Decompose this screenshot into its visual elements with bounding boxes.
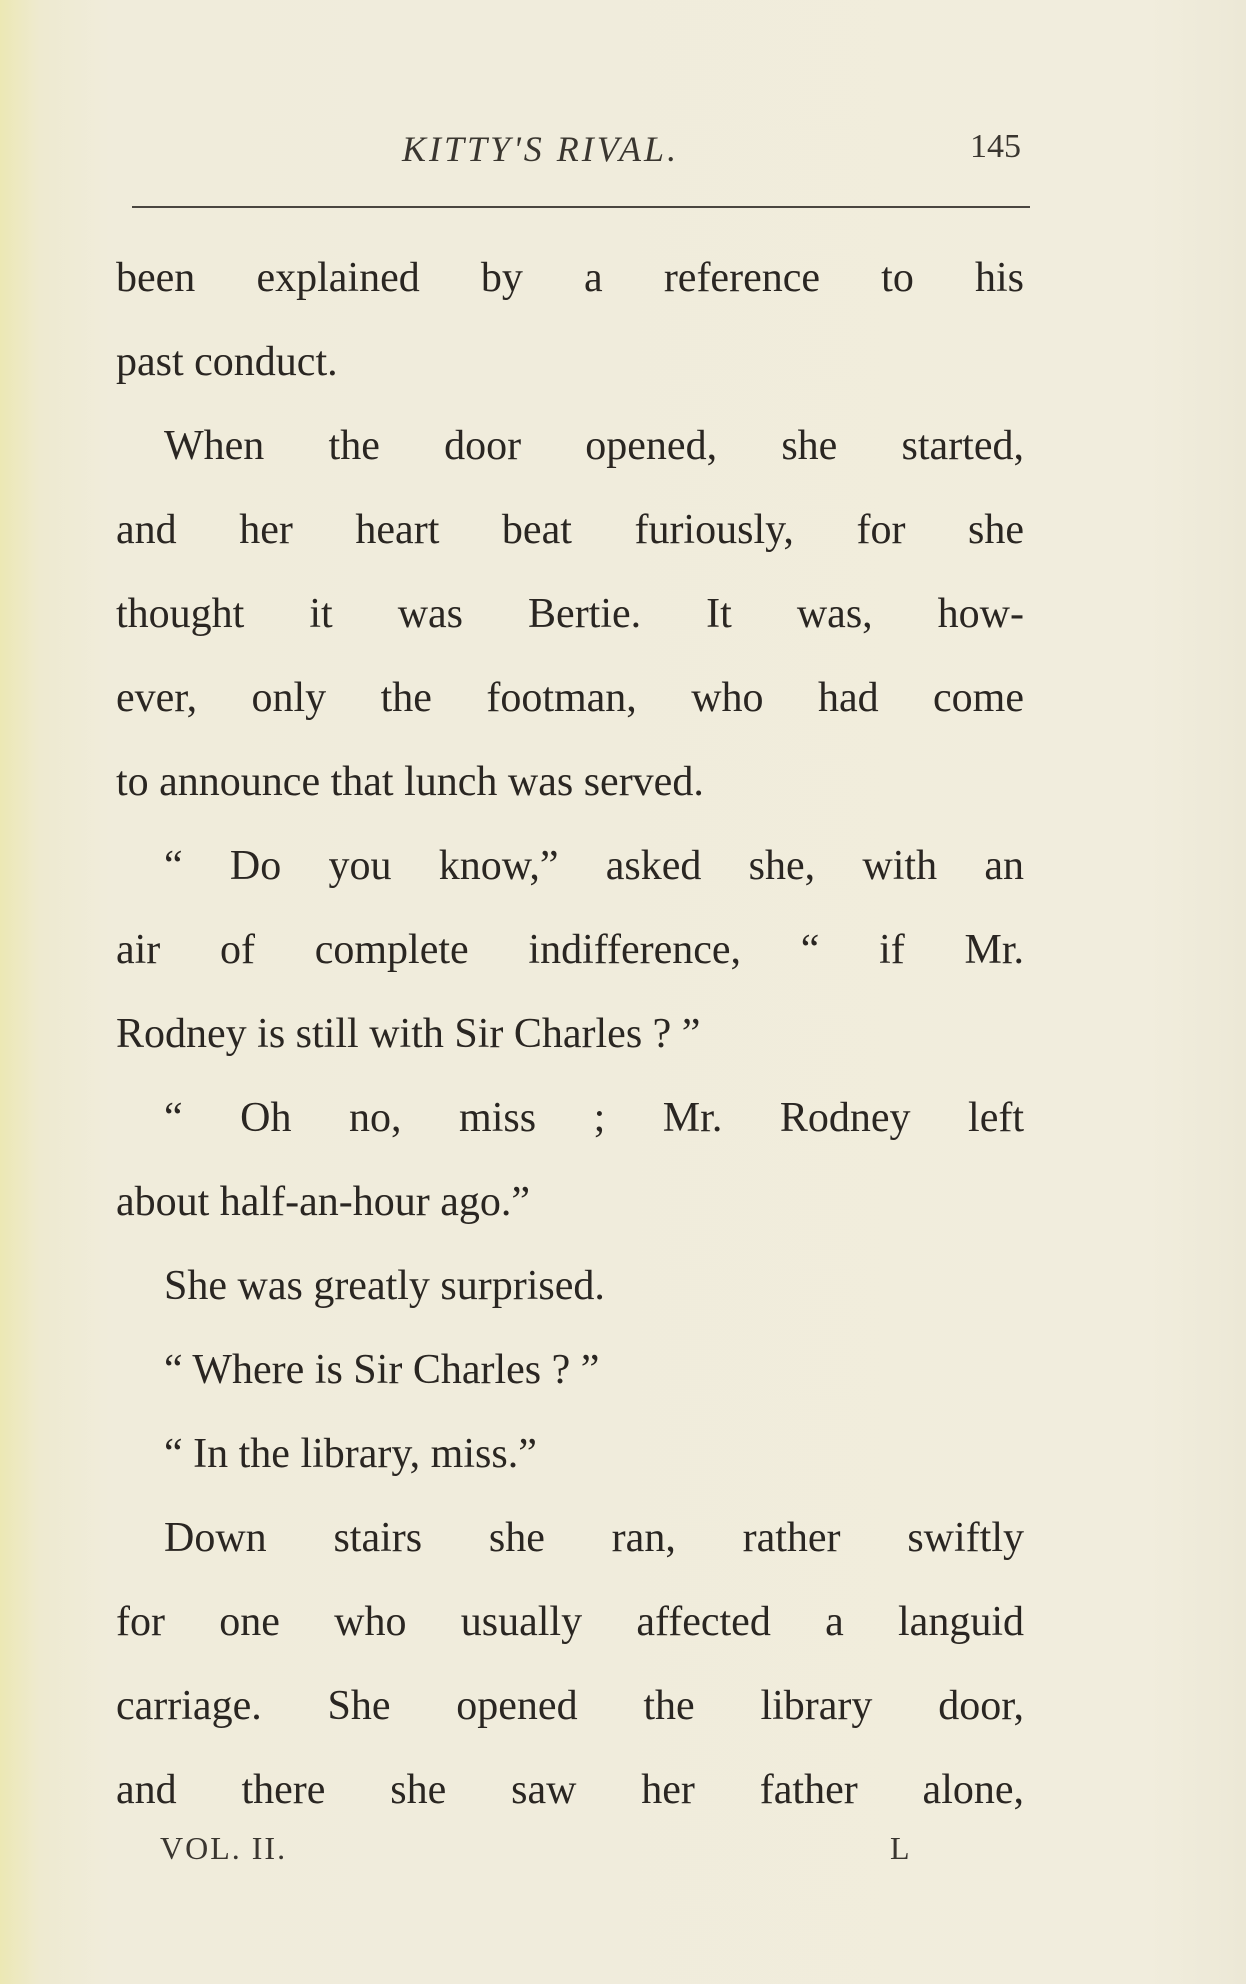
text-line: air of complete indifference, “ if Mr. bbox=[116, 927, 1024, 973]
text-line: “ Oh no, miss ; Mr. Rodney left bbox=[164, 1095, 1024, 1141]
body-text bbox=[116, 236, 1024, 1832]
text-line: carriage. She opened the library door, bbox=[116, 1683, 1024, 1729]
text-line: thought it was Bertie. It was, how- bbox=[116, 591, 1024, 637]
text-line: past conduct. bbox=[116, 339, 338, 385]
header-rule bbox=[132, 206, 1030, 208]
text-line: Rodney is still with Sir Charles ? ” bbox=[116, 1011, 701, 1057]
text-line: When the door opened, she started, bbox=[164, 423, 1024, 469]
page-number: 145 bbox=[970, 128, 1021, 165]
text-line: “ In the library, miss.” bbox=[164, 1431, 537, 1477]
text-line: She was greatly surprised. bbox=[164, 1263, 605, 1309]
gathering-signature: L bbox=[890, 1830, 912, 1866]
text-line: and her heart beat furiously, for she bbox=[116, 507, 1024, 553]
text-line: for one who usually affected a languid bbox=[116, 1599, 1024, 1645]
text-line: “ Do you know,” asked she, with an bbox=[164, 843, 1024, 889]
text-line: about half-an-hour ago.” bbox=[116, 1179, 530, 1225]
text-line: been explained by a reference to his bbox=[116, 255, 1024, 301]
text-line: “ Where is Sir Charles ? ” bbox=[164, 1347, 600, 1393]
text-line: Down stairs she ran, rather swiftly bbox=[164, 1515, 1024, 1561]
page-footer bbox=[160, 1830, 920, 1880]
running-title: KITTY'S RIVAL. bbox=[402, 129, 680, 169]
text-line: and there she saw her father alone, bbox=[116, 1767, 1024, 1813]
volume-signature: VOL. II. bbox=[160, 1830, 288, 1866]
running-head bbox=[132, 128, 1032, 178]
text-line: ever, only the footman, who had come bbox=[116, 675, 1024, 721]
text-line: to announce that lunch was served. bbox=[116, 759, 704, 805]
